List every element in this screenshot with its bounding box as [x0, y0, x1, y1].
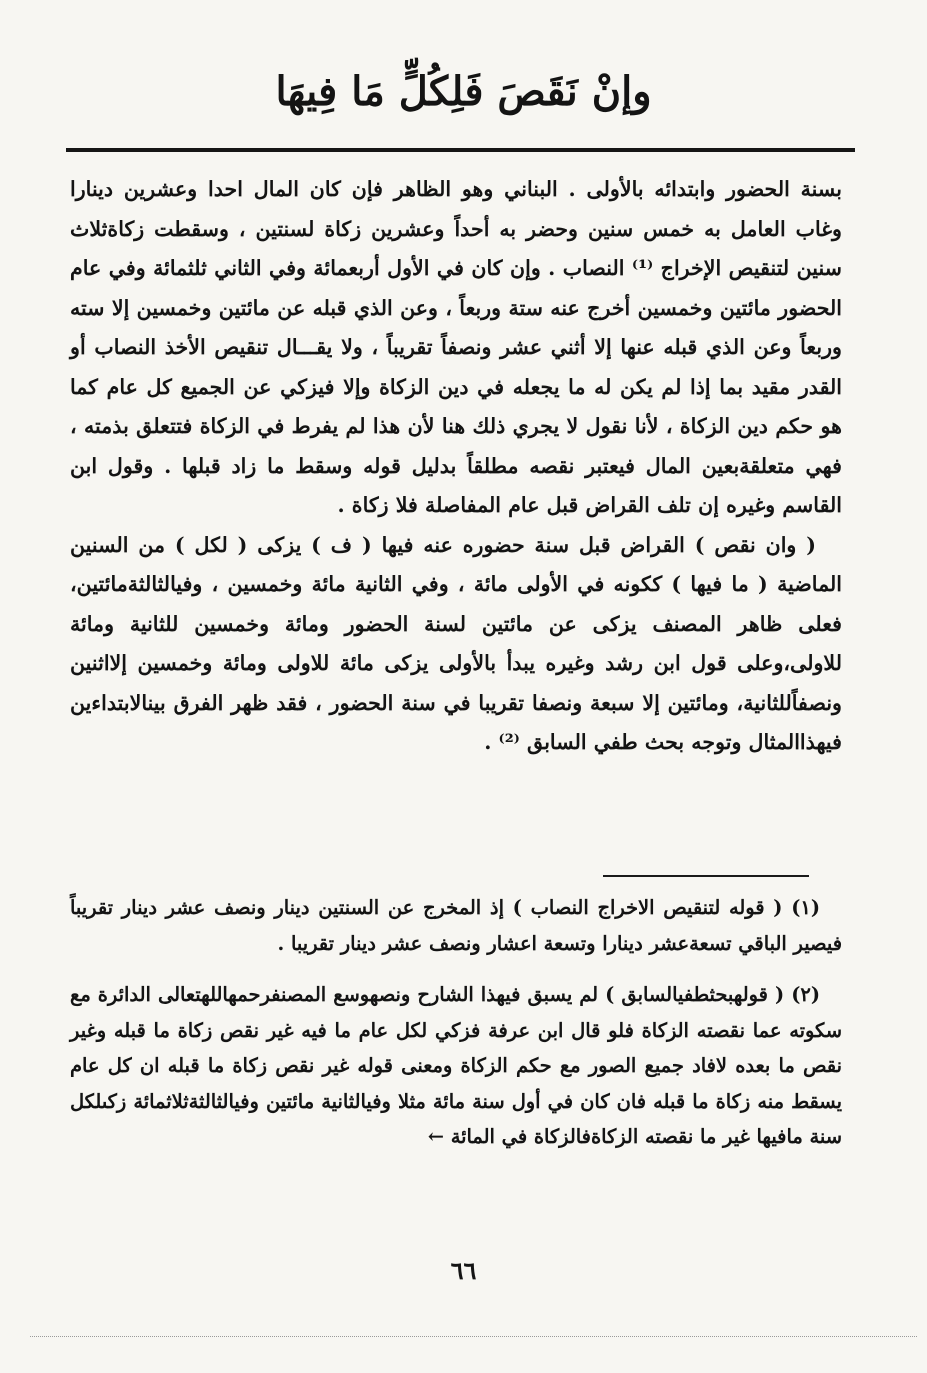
footnotes-section: [70, 890, 842, 1155]
header-divider: [66, 148, 855, 152]
footnote-divider: [603, 875, 809, 877]
main-text: [70, 170, 842, 763]
running-header-title: وإنْ نَقَصَ فَلِكُلٍّ مَا فِيهَا: [275, 68, 652, 115]
page-number: ٦٦: [450, 1256, 477, 1285]
page-edge-divider: [30, 1336, 917, 1337]
footnote: (٢) ( قولهبحثطفيالسابق ) لم يسبق فيهذا الشارح ونصهوسع المصنفرحمهاللهتعالى الدائرة مع سكوته عما نقصته الزكاة فلو قال ابن عرفة فزكي لكل عام ما فيه غير نقص زكاة ما قبله وغير نقص ما بعده لافاد جميع الصور مع حكم الزكاة ومعنى قوله غير نقص زكاة ما قبله ان كل عام يسقط منه زكاة ما قبله فان كان في أول سنة مائة مثلا وفيالثانية مائتين وفيالثالثةثلاثمائة زكىلكل سنة مافيها غير ما نقصته الزكاةفالزكاة في المائة ←: [70, 983, 842, 1148]
main-paragraph: ( وان نقص ) القراض قبل سنة حضوره عنه فيها ( ف ) يزكى ( لكل ) من السنين الماضية ( ما فيها ) ككونه في الأولى مائة ، وفي الثانية مائة وخمسين ، وفيالثالثةمائتين، فعلى ظاهر المصنف يزكى عن مائتين لسنة الحضور ومائة وخمسين للثانية ومائة للاولى،وعلى قول ابن رشد وغيره يبدأ بالأولى يزكى مائة للاولى ومائة وخمسين إلااثنين ونصفاًللثانية، ومائتين إلا سبعة ونصفا تقريبا في سنة الحضور ، فقد ظهر الفرق بينالابتداءين فيهذاالمثال وتوجه بحث طفي السابق ⁽²⁾ .: [70, 532, 842, 754]
main-paragraph: بسنة الحضور وابتدائه بالأولى . البناني وهو الظاهر فإن كان المال احدا وعشرين دينارا وغاب العامل به خمس سنين وحضر به أحداً وعشرين زكاة لسنتين ، وسقطت زكاةثلاث سنين لتنقيص الإخراج ⁽¹⁾ النصاب . وإن كان في الأول أربعمائة وفي الثاني ثلثمائة وفي عام الحضور مائتين وخمسين أخرج عنه ستة وربعاً ، وعن الذي قبله عن مائتين وخمسين إلا سته وربعاً وعن الذي قبله عنها إلا أثني عشر ونصفاً تقريباً ، ولا يقـــال تنقيص الأخذ النصاب أو القدر مقيد بما إذا لم يكن له ما يجعله في دين الزكاة وإلا فيزكي عن الجميع كل عام كما هو حكم دين الزكاة ، لأنا نقول لا يجري ذلك هنا لأن هذا لم يفرط في الزكاة فتتعلق بذمته ، فهي متعلقةبعين المال فيعتبر نقصه مطلقاً بدليل قوله وسقط ما زاد قبلها . وقول ابن القاسم وغيره إن تلف القراض قبل عام المفاصلة فلا زكاة .: [70, 177, 842, 517]
footnote: (١) ( قوله لتنقيص الاخراج النصاب ) إذ المخرج عن السنتين دينار ونصف عشر دينار تقريباً فيصير الباقي تسعةعشر دينارا وتسعة اعشار ونصف عشر دينار تقريبا .: [70, 896, 842, 955]
